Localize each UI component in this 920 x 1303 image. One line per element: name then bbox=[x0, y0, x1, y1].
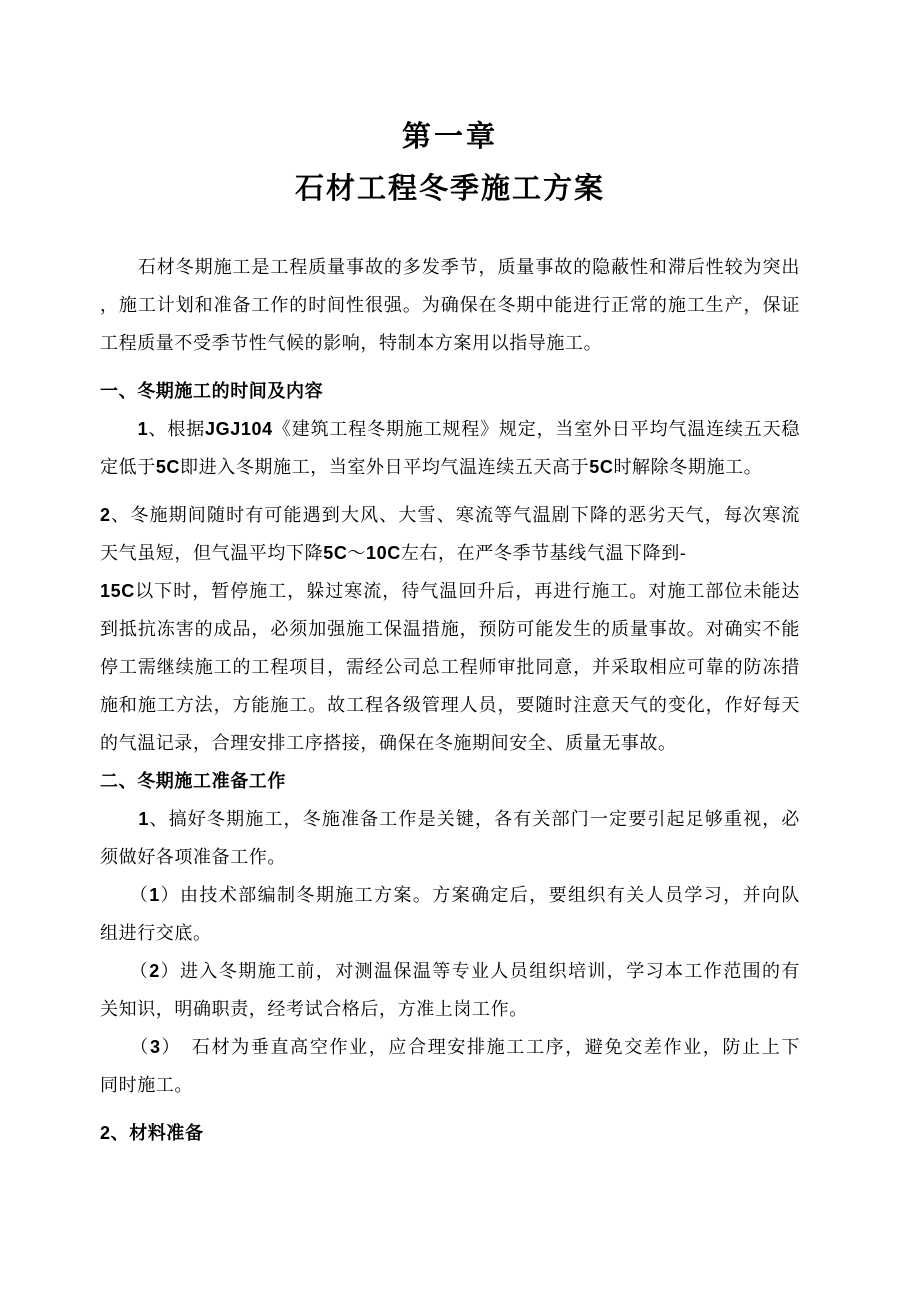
text-line: 工程质量不受季节性气候的影响，特制本方案用以指导施工。 bbox=[100, 333, 603, 353]
text-line: 15C以下时，暂停施工，躲过寒流，待气温回升后，再进行施工。对施工部位未能达 bbox=[100, 581, 800, 601]
text-line: 组进行交底。 bbox=[100, 923, 212, 943]
latin-text: 1 bbox=[137, 419, 149, 439]
section-heading: 2、材料准备 bbox=[100, 1123, 204, 1143]
text-line: 须做好各项准备工作。 bbox=[100, 847, 286, 867]
text-line: 石材冬期施工是工程质量事故的多发季节，质量事故的隐蔽性和滞后性较为突出 bbox=[100, 257, 800, 277]
text-line: 定低于5C即进入冬期施工，当室外日平均气温连续五天高于5C时解除冬期施工。 bbox=[100, 457, 763, 477]
text-line: 到抵抗冻害的成品，必须加强施工保温措施，预防可能发生的质量事故。对确实不能 bbox=[100, 619, 800, 639]
text-line: （3） 石材为垂直高空作业，应合理安排施工工序，避免交差作业，防止上下 bbox=[100, 1037, 800, 1057]
text-line: （2）进入冬期施工前，对测温保温等专业人员组织培训，学习本工作范围的有 bbox=[100, 961, 800, 981]
latin-text: 2 bbox=[149, 961, 160, 981]
latin-text: 15C bbox=[100, 581, 135, 601]
text-line: （1）由技术部编制冬期施工方案。方案确定后，要组织有关人员学习，并向队 bbox=[100, 885, 800, 905]
latin-text: 5C bbox=[589, 457, 614, 477]
latin-text: 10C bbox=[366, 543, 401, 563]
section-heading: 二、冬期施工准备工作 bbox=[100, 771, 286, 791]
text-line: 施和施工方法，方能施工。故工程各级管理人员，要随时注意天气的变化，作好每天 bbox=[100, 695, 800, 715]
document-body bbox=[100, 248, 800, 1152]
text-line: 停工需继续施工的工程项目，需经公司总工程师审批同意，并采取相应可靠的防冻措 bbox=[100, 657, 800, 677]
latin-text: 5C bbox=[323, 543, 348, 563]
text-line: 1、搞好冬期施工，冬施准备工作是关键，各有关部门一定要引起足够重视，必 bbox=[138, 809, 801, 829]
text-line: 关知识，明确职责，经考试合格后，方准上岗工作。 bbox=[100, 999, 528, 1019]
text-line: 天气虽短，但气温平均下降5C～10C左右，在严冬季节基线气温下降到- bbox=[100, 543, 687, 563]
text-line: 1、根据JGJ104《建筑工程冬期施工规程》规定，当室外日平均气温连续五天稳 bbox=[137, 419, 800, 439]
latin-text: 2 bbox=[100, 505, 111, 525]
latin-text: JGJ104 bbox=[205, 419, 273, 439]
latin-text: 3 bbox=[149, 1037, 161, 1057]
latin-text: 1 bbox=[149, 885, 160, 905]
text-line: 的气温记录，合理安排工序搭接，确保在冬施期间安全、质量无事故。 bbox=[100, 733, 677, 753]
latin-text: 2 bbox=[100, 1123, 111, 1143]
text-line: ，施工计划和准备工作的时间性很强。为确保在冬期中能进行正常的施工生产，保证 bbox=[100, 295, 800, 315]
section-heading: 一、冬期施工的时间及内容 bbox=[100, 381, 324, 401]
text-line: 同时施工。 bbox=[100, 1075, 193, 1095]
document-title: 石材工程冬季施工方案 bbox=[294, 173, 605, 205]
latin-text: 5C bbox=[155, 457, 181, 477]
latin-text: 1 bbox=[138, 809, 149, 829]
chapter-title: 第一章 bbox=[401, 121, 498, 153]
text-line: 2、冬施期间随时有可能遇到大风、大雪、寒流等气温剧下降的恶劣天气，每次寒流 bbox=[100, 505, 800, 525]
